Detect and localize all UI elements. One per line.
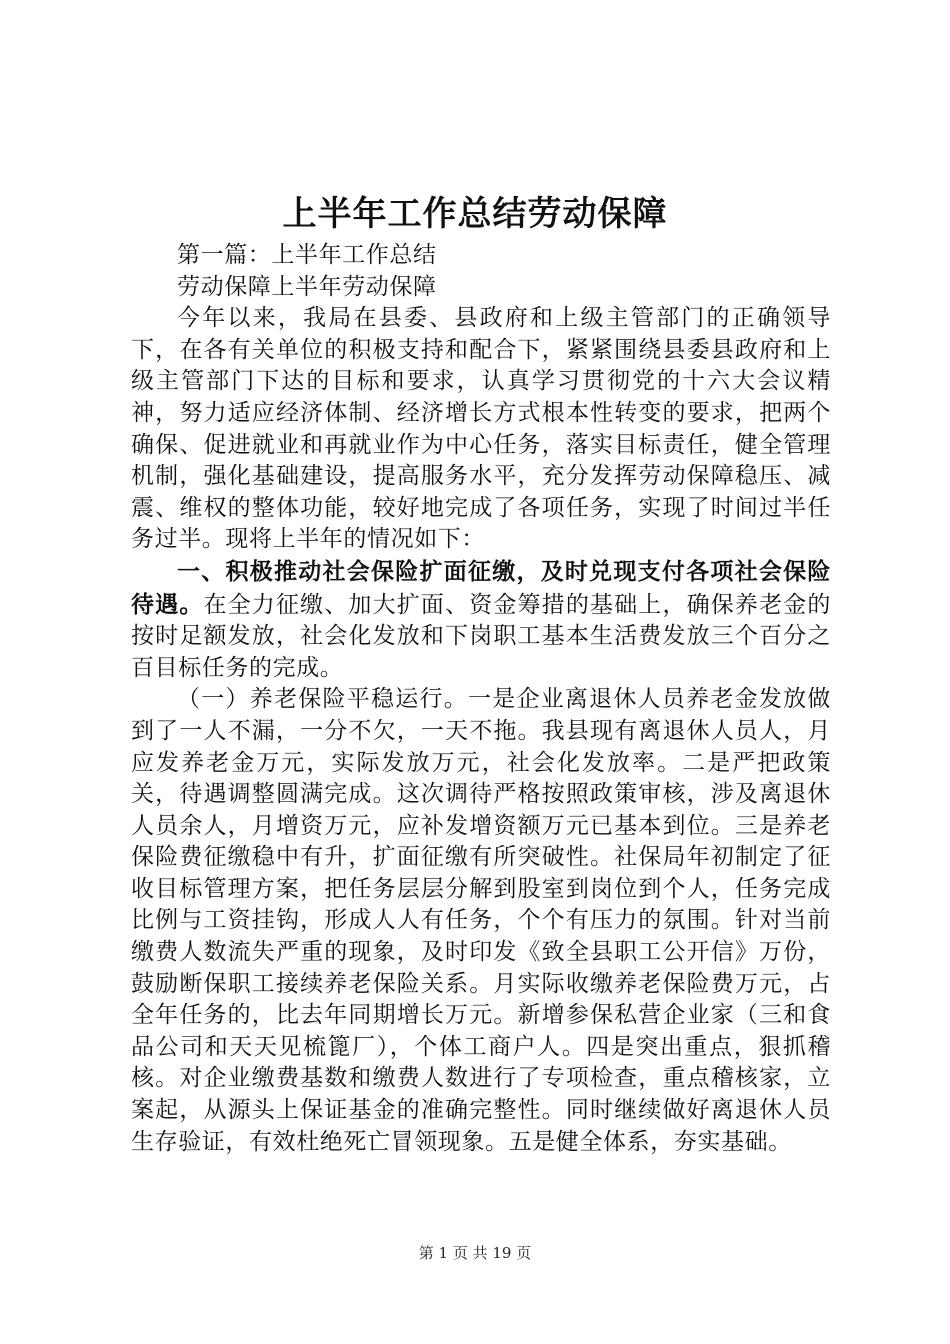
subtitle-first: 第一篇：上半年工作总结 [177, 242, 437, 268]
section-1-paragraph [131, 556, 831, 684]
document-title: 上半年工作总结劳动保障 [282, 194, 668, 234]
subtitle-second: 劳动保障上半年劳动保障 [177, 273, 437, 300]
section-1-text: 在全力征缴、加大扩面、资金筹措的基础上，确保养老金的按时足额发放，社会化发放和下岗职工基本生活费发放三个百分之百目标任务的完成。 [131, 591, 831, 681]
subsection-1-paragraph [131, 684, 831, 1158]
subsection-1-heading: （一）养老保险平稳运行。 [177, 686, 468, 713]
subsection-1-text: 一是企业离退休人员养老金发放做到了一人不漏，一分不欠，一天不拖。我县现有离退休人员人，月应发养老金万元，实际发放万元，社会化发放率。二是严把政策关，待遇调整圆满完成。这次调待严格按照政策审核，涉及离退休人员余人，月增资万元，应补发增资额万元已基本到位。三是养老保险费征缴稳中有升，扩面征缴有所突破性。社保局年初制定了征收目标管理方案，把任务层层分解到股室到岗位到个人，任务完成比例与工资挂钩，形成人人有任务，个个有压力的氛围。针对当前缴费人数流失严重的现象，及时印发《致全县职工公开信》万份，鼓励断保职工接续养老保险关系。月实际收缴养老保险费万元，占全年任务的，比去年同期增长万元。新增参保私营企业家（三和食品公司和天天见梳篦厂），个体工商户人。四是突出重点，狠抓稽核。对企业缴费基数和缴费人数进行了专项检查，重点稽核家，立案起，从源头上保证基金的准确完整性。同时继续做好离退休人员生存验证，有效杜绝死亡冒领现象。五是健全体系，夯实基础。 [131, 686, 831, 1155]
intro-paragraph: 今年以来，我局在县委、县政府和上级主管部门的正确领导下，在各有关单位的积极支持和配合下，紧紧围绕县委县政府和上级主管部门下达的目标和要求，认真学习贯彻党的十六大会议精神，努力适应经济体制、经济增长方式根本性转变的要求，把两个确保、促进就业和再就业作为中心任务，落实目标责任，健全管理机制，强化基础建设，提高服务水平，充分发挥劳动保障稳压、减震、维权的整体功能，较好地完成了各项任务，实现了时间过半任务过半。现将上半年的情况如下： [131, 305, 831, 553]
section-1-heading: 一、积极推动社会保险扩面征缴，及时兑现支付各项社会保险待遇。 [131, 557, 831, 618]
page-number: 第 1 页 共 19 页 [418, 1244, 532, 1262]
document-body [131, 240, 831, 1158]
